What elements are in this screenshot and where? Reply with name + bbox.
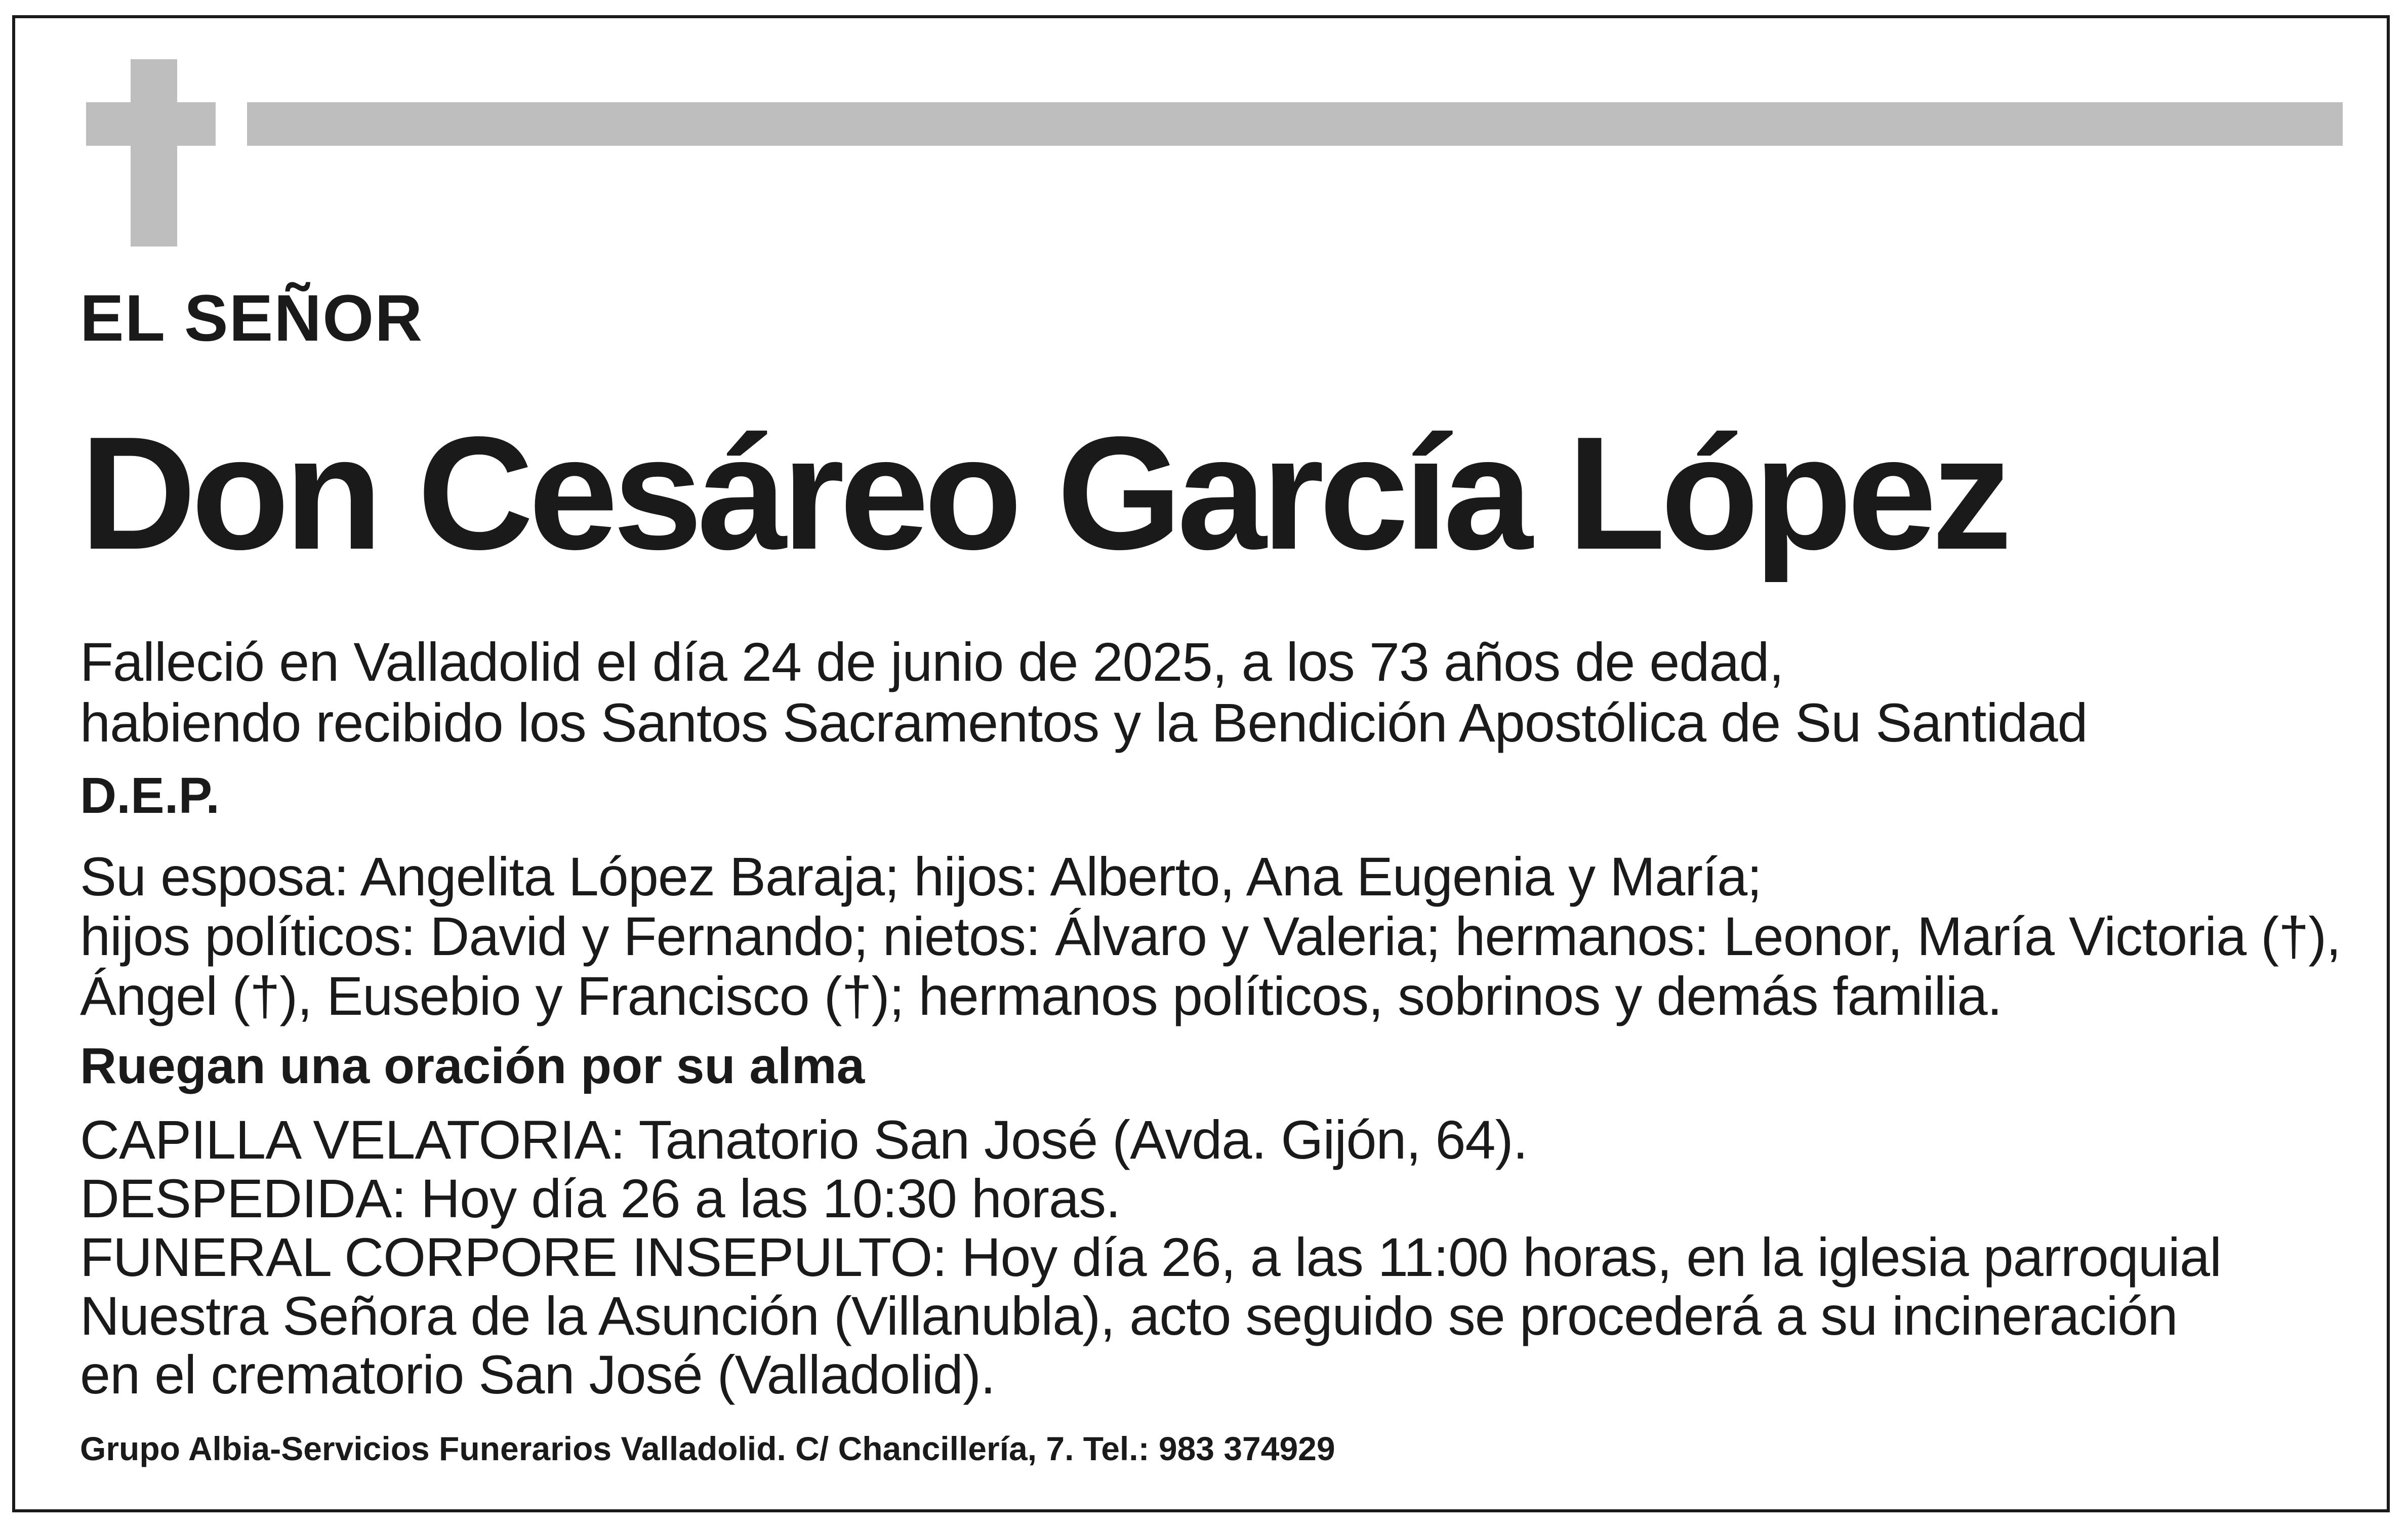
family-line: Ángel (†), Eusebio y Francisco (†); hermanos políticos, sobrinos y demás familia. xyxy=(80,965,2002,1026)
announcement-line: habiendo recibido los Santos Sacramentos y la Bendición Apostólica de Su Santidad xyxy=(80,692,2088,753)
service-detail-line: Nuestra Señora de la Asunción (Villanubla), acto seguido se procederá a su incineración xyxy=(80,1285,2178,1346)
cross-horizontal-bar xyxy=(86,102,216,146)
announcement-line: Falleció en Valladolid el día 24 de junio de 2025, a los 73 años de edad, xyxy=(80,631,1784,692)
service-detail-line: en el crematorio San José (Valladolid). xyxy=(80,1344,995,1405)
deceased-name: Don Cesáreo García López xyxy=(80,403,2007,583)
service-detail-line: CAPILLA VELATORIA: Tanatorio San José (Avda. Gijón, 64). xyxy=(80,1109,1528,1170)
family-line: hijos políticos: David y Fernando; nietos: Álvaro y Valeria; hermanos: Leonor, María Victoria (†), xyxy=(80,905,2341,967)
dep-label: D.E.P. xyxy=(80,767,220,824)
cross-vertical-bar xyxy=(131,59,177,246)
service-detail-line: FUNERAL CORPORE INSEPULTO: Hoy día 26, a las 11:00 horas, en la iglesia parroquial xyxy=(80,1226,2221,1288)
prayer-line: Ruegan una oración por su alma xyxy=(80,1038,865,1094)
notice-subtitle: EL SEÑOR xyxy=(80,281,424,355)
service-detail-line: DESPEDIDA: Hoy día 26 a las 10:30 horas. xyxy=(80,1168,1121,1229)
family-line: Su esposa: Angelita López Baraja; hijos: Alberto, Ana Eugenia y María; xyxy=(80,846,1762,907)
funeral-home-footer: Grupo Albia-Servicios Funerarios Valladolid. C/ Chancillería, 7. Tel.: 983 374929 xyxy=(80,1430,1335,1467)
header-rule xyxy=(247,102,2343,146)
